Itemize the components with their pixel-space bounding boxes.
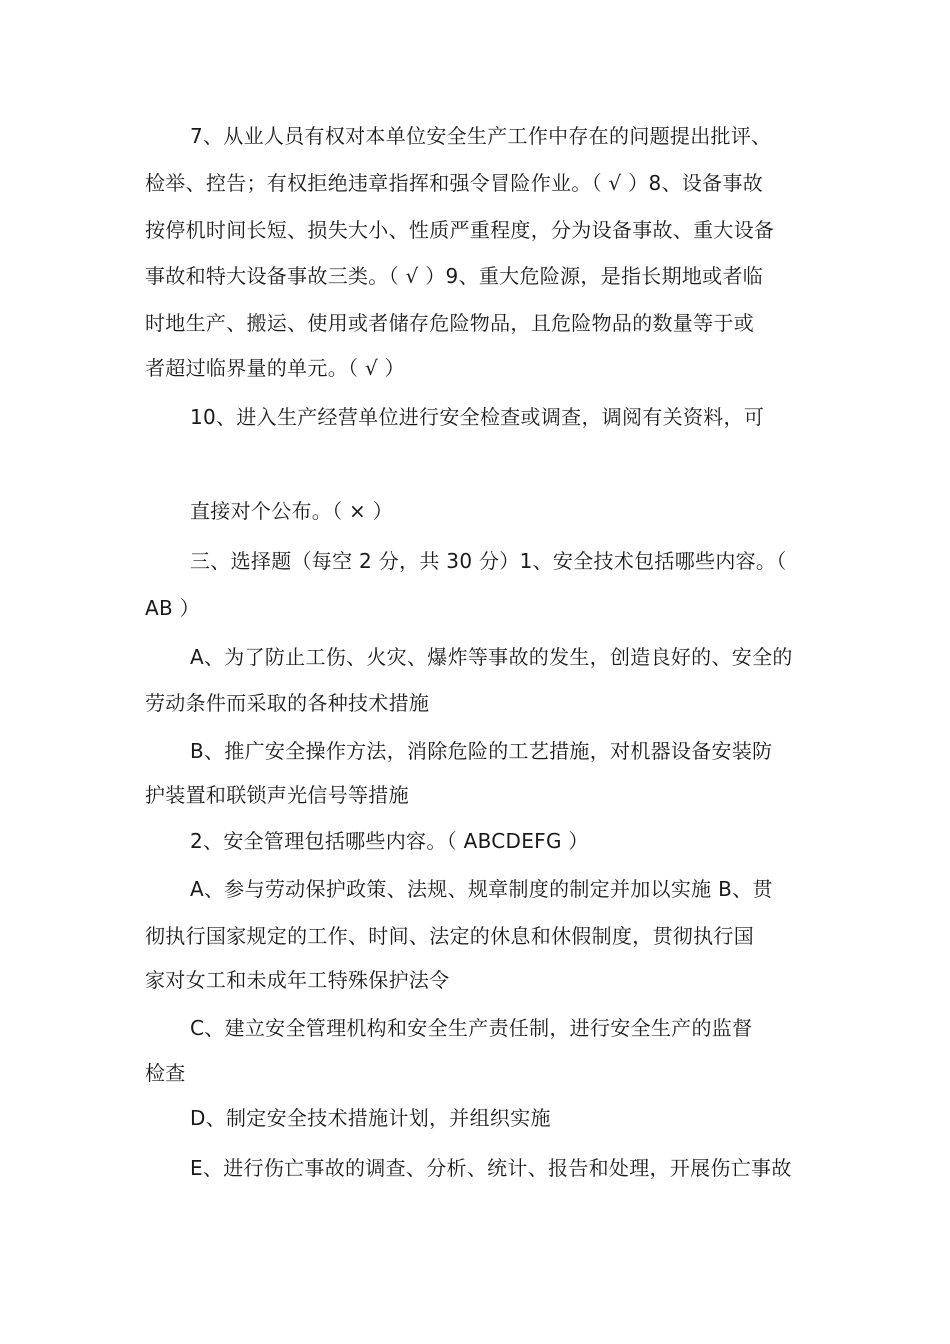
text-line: 10、进入生产经营单位进行安全检查或调查，调阅有关资料，可 (190, 405, 765, 429)
text-line: 者超过临界量的单元。（ √ ） (145, 356, 405, 380)
text-line: 彻执行国家规定的工作、时间、法定的休息和休假制度，贯彻执行国 (145, 924, 754, 948)
text-line: C、建立安全管理机构和安全生产责任制，进行安全生产的监督 (190, 1016, 753, 1040)
text-line: E、进行伤亡事故的调查、分析、统计、报告和处理，开展伤亡事故 (190, 1156, 792, 1180)
text-line: 劳动条件而采取的各种技术措施 (145, 691, 430, 715)
text-line: A、参与劳动保护政策、法规、规章制度的制定并加以实施 B、贯 (190, 877, 773, 901)
text-line: 护装置和联锁声光信号等措施 (145, 783, 409, 807)
text-line: D、制定安全技术措施计划，并组织实施 (190, 1106, 551, 1130)
text-line: 检查 (145, 1061, 186, 1085)
text-line: 7、从业人员有权对本单位安全生产工作中存在的问题提出批评、 (190, 124, 772, 148)
text-line: AB ） (145, 596, 200, 620)
text-line: 时地生产、搬运、使用或者储存危险物品，且危险物品的数量等于或 (145, 311, 754, 335)
text-line: 按停机时间长短、损失大小、性质严重程度，分为设备事故、重大设备 (145, 218, 775, 242)
text-line: 直接对个公布。（ × ） (190, 499, 394, 523)
text-line: 2、安全管理包括哪些内容。（ ABCDEFG ） (190, 829, 589, 853)
text-line: 事故和特大设备事故三类。（ √ ）9、重大危险源，是指长期地或者临 (145, 264, 764, 288)
text-line: A、为了防止工伤、火灾、爆炸等事故的发生，创造良好的、安全的 (190, 645, 793, 669)
text-line: 三、选择题（每空 2 分，共 30 分）1、安全技术包括哪些内容。（ (190, 549, 787, 573)
text-line: B、推广安全操作方法，消除危险的工艺措施，对机器设备安装防 (190, 739, 773, 763)
text-line: 家对女工和未成年工特殊保护法令 (145, 968, 450, 992)
text-line: 检举、控告；有权拒绝违章指挥和强令冒险作业。（ √ ）8、设备事故 (145, 171, 764, 195)
